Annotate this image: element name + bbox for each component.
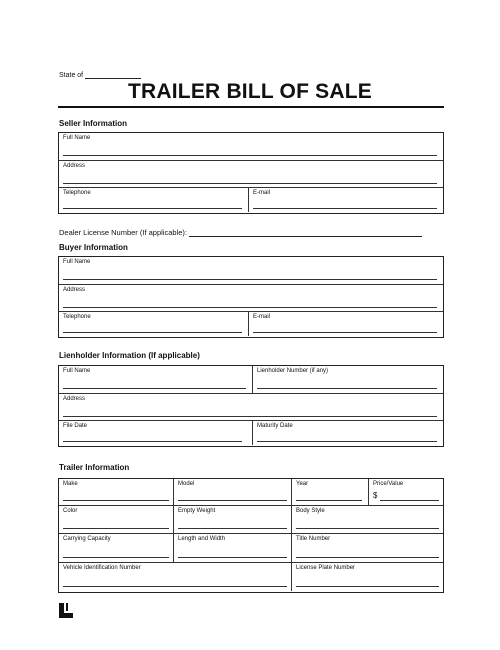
seller-email-label: E-mail bbox=[253, 190, 271, 196]
trailer-length-width-label: Length and Width bbox=[178, 536, 226, 542]
seller-email-cell[interactable] bbox=[248, 187, 443, 212]
lienholder-box bbox=[58, 365, 444, 447]
buyer-telephone-line bbox=[63, 332, 242, 333]
seller-telephone-label: Telephone bbox=[63, 190, 91, 196]
buyer-box bbox=[58, 256, 444, 338]
dealer-license-field bbox=[59, 228, 422, 237]
trailer-model-line bbox=[178, 500, 287, 501]
buyer-full-name-label: Full Name bbox=[63, 259, 91, 265]
buyer-email-cell[interactable] bbox=[248, 311, 443, 336]
trailer-length-width-line bbox=[178, 557, 287, 558]
trailer-year-label: Year bbox=[296, 481, 309, 487]
trailer-carrying-capacity-cell[interactable] bbox=[59, 533, 173, 562]
trailer-vin-label: Vehicle Identification Number bbox=[63, 565, 141, 571]
lienholder-full-name-line bbox=[63, 388, 246, 389]
lienholder-address-line bbox=[63, 416, 437, 417]
lienholder-number-line bbox=[257, 388, 437, 389]
lienholder-address-cell[interactable] bbox=[59, 393, 443, 420]
trailer-model-cell[interactable] bbox=[173, 479, 291, 505]
lienholder-address-label: Address bbox=[63, 396, 86, 402]
buyer-full-name-line bbox=[63, 279, 437, 280]
trailer-title-number-label: Title Number bbox=[296, 536, 331, 542]
lienholder-file-date-line bbox=[63, 441, 242, 442]
buyer-full-name-cell[interactable] bbox=[59, 257, 443, 284]
lienholder-maturity-date-cell[interactable] bbox=[252, 420, 443, 445]
trailer-empty-weight-cell[interactable] bbox=[173, 505, 291, 533]
trailer-carrying-capacity-label: Carrying Capacity bbox=[63, 536, 111, 542]
seller-telephone-cell[interactable] bbox=[59, 187, 248, 212]
trailer-vin-line bbox=[63, 586, 287, 587]
lienholder-full-name-label: Full Name bbox=[63, 368, 91, 374]
trailer-year-line bbox=[296, 500, 362, 501]
seller-telephone-line bbox=[63, 208, 242, 209]
state-label: State of bbox=[59, 72, 84, 79]
trailer-body-style-line bbox=[296, 528, 439, 529]
trailer-length-width-cell[interactable] bbox=[173, 533, 291, 562]
lienholder-number-label: Lienholder Number (if any) bbox=[257, 368, 329, 374]
buyer-address-label: Address bbox=[63, 287, 86, 293]
trailer-heading: Trailer Information bbox=[59, 463, 130, 472]
trailer-box bbox=[58, 478, 444, 593]
trailer-license-plate-line bbox=[296, 586, 439, 587]
trailer-make-cell[interactable] bbox=[59, 479, 173, 505]
trailer-vin-cell[interactable] bbox=[59, 562, 291, 591]
buyer-telephone-label: Telephone bbox=[63, 314, 91, 320]
trailer-license-plate-label: License Plate Number bbox=[296, 565, 356, 571]
trailer-year-cell[interactable] bbox=[291, 479, 368, 505]
trailer-price-label: Price/Value bbox=[373, 481, 404, 487]
lienholder-number-cell[interactable] bbox=[252, 366, 443, 393]
document-title: TRAILER BILL OF SALE bbox=[128, 80, 372, 103]
dealer-license-label: Dealer License Number (If applicable): bbox=[59, 228, 187, 237]
trailer-color-line bbox=[63, 528, 169, 529]
seller-full-name-cell[interactable] bbox=[59, 133, 443, 160]
trailer-make-line bbox=[63, 500, 169, 501]
seller-full-name-line bbox=[63, 155, 437, 156]
trailer-model-label: Model bbox=[178, 481, 195, 487]
buyer-heading: Buyer Information bbox=[59, 243, 128, 252]
buyer-address-line bbox=[63, 307, 437, 308]
trailer-license-plate-cell[interactable] bbox=[291, 562, 443, 591]
trailer-empty-weight-label: Empty Weight bbox=[178, 508, 216, 514]
trailer-body-style-label: Body Style bbox=[296, 508, 325, 514]
trailer-price-line bbox=[380, 500, 439, 501]
seller-address-label: Address bbox=[63, 163, 86, 169]
seller-heading: Seller Information bbox=[59, 119, 128, 128]
trailer-color-label: Color bbox=[63, 508, 78, 514]
lienholder-maturity-date-label: Maturity Date bbox=[257, 423, 293, 429]
lienholder-file-date-cell[interactable] bbox=[59, 420, 252, 445]
title-divider bbox=[58, 106, 444, 108]
state-field bbox=[59, 70, 141, 79]
buyer-email-label: E-mail bbox=[253, 314, 271, 320]
trailer-empty-weight-line bbox=[178, 528, 287, 529]
seller-address-cell[interactable] bbox=[59, 160, 443, 187]
seller-full-name-label: Full Name bbox=[63, 135, 91, 141]
trailer-color-cell[interactable] bbox=[59, 505, 173, 533]
seller-email-line bbox=[253, 208, 437, 209]
trailer-price-currency: $ bbox=[373, 491, 378, 500]
lienholder-full-name-cell[interactable] bbox=[59, 366, 252, 393]
seller-address-line bbox=[63, 183, 437, 184]
brand-logo-icon bbox=[59, 603, 73, 618]
lienholder-maturity-date-line bbox=[257, 441, 437, 442]
dealer-license-input-line[interactable] bbox=[189, 228, 422, 237]
lienholder-file-date-label: File Date bbox=[63, 423, 88, 429]
trailer-make-label: Make bbox=[63, 481, 78, 487]
lienholder-heading: Lienholder Information (If applicable) bbox=[59, 351, 200, 360]
trailer-carrying-capacity-line bbox=[63, 557, 169, 558]
buyer-telephone-cell[interactable] bbox=[59, 311, 248, 336]
trailer-price-cell[interactable] bbox=[368, 479, 443, 505]
state-input-line[interactable] bbox=[85, 70, 141, 79]
trailer-title-number-cell[interactable] bbox=[291, 533, 443, 562]
buyer-address-cell[interactable] bbox=[59, 284, 443, 311]
buyer-email-line bbox=[253, 332, 437, 333]
seller-box bbox=[58, 132, 444, 214]
trailer-title-number-line bbox=[296, 557, 439, 558]
trailer-body-style-cell[interactable] bbox=[291, 505, 443, 533]
